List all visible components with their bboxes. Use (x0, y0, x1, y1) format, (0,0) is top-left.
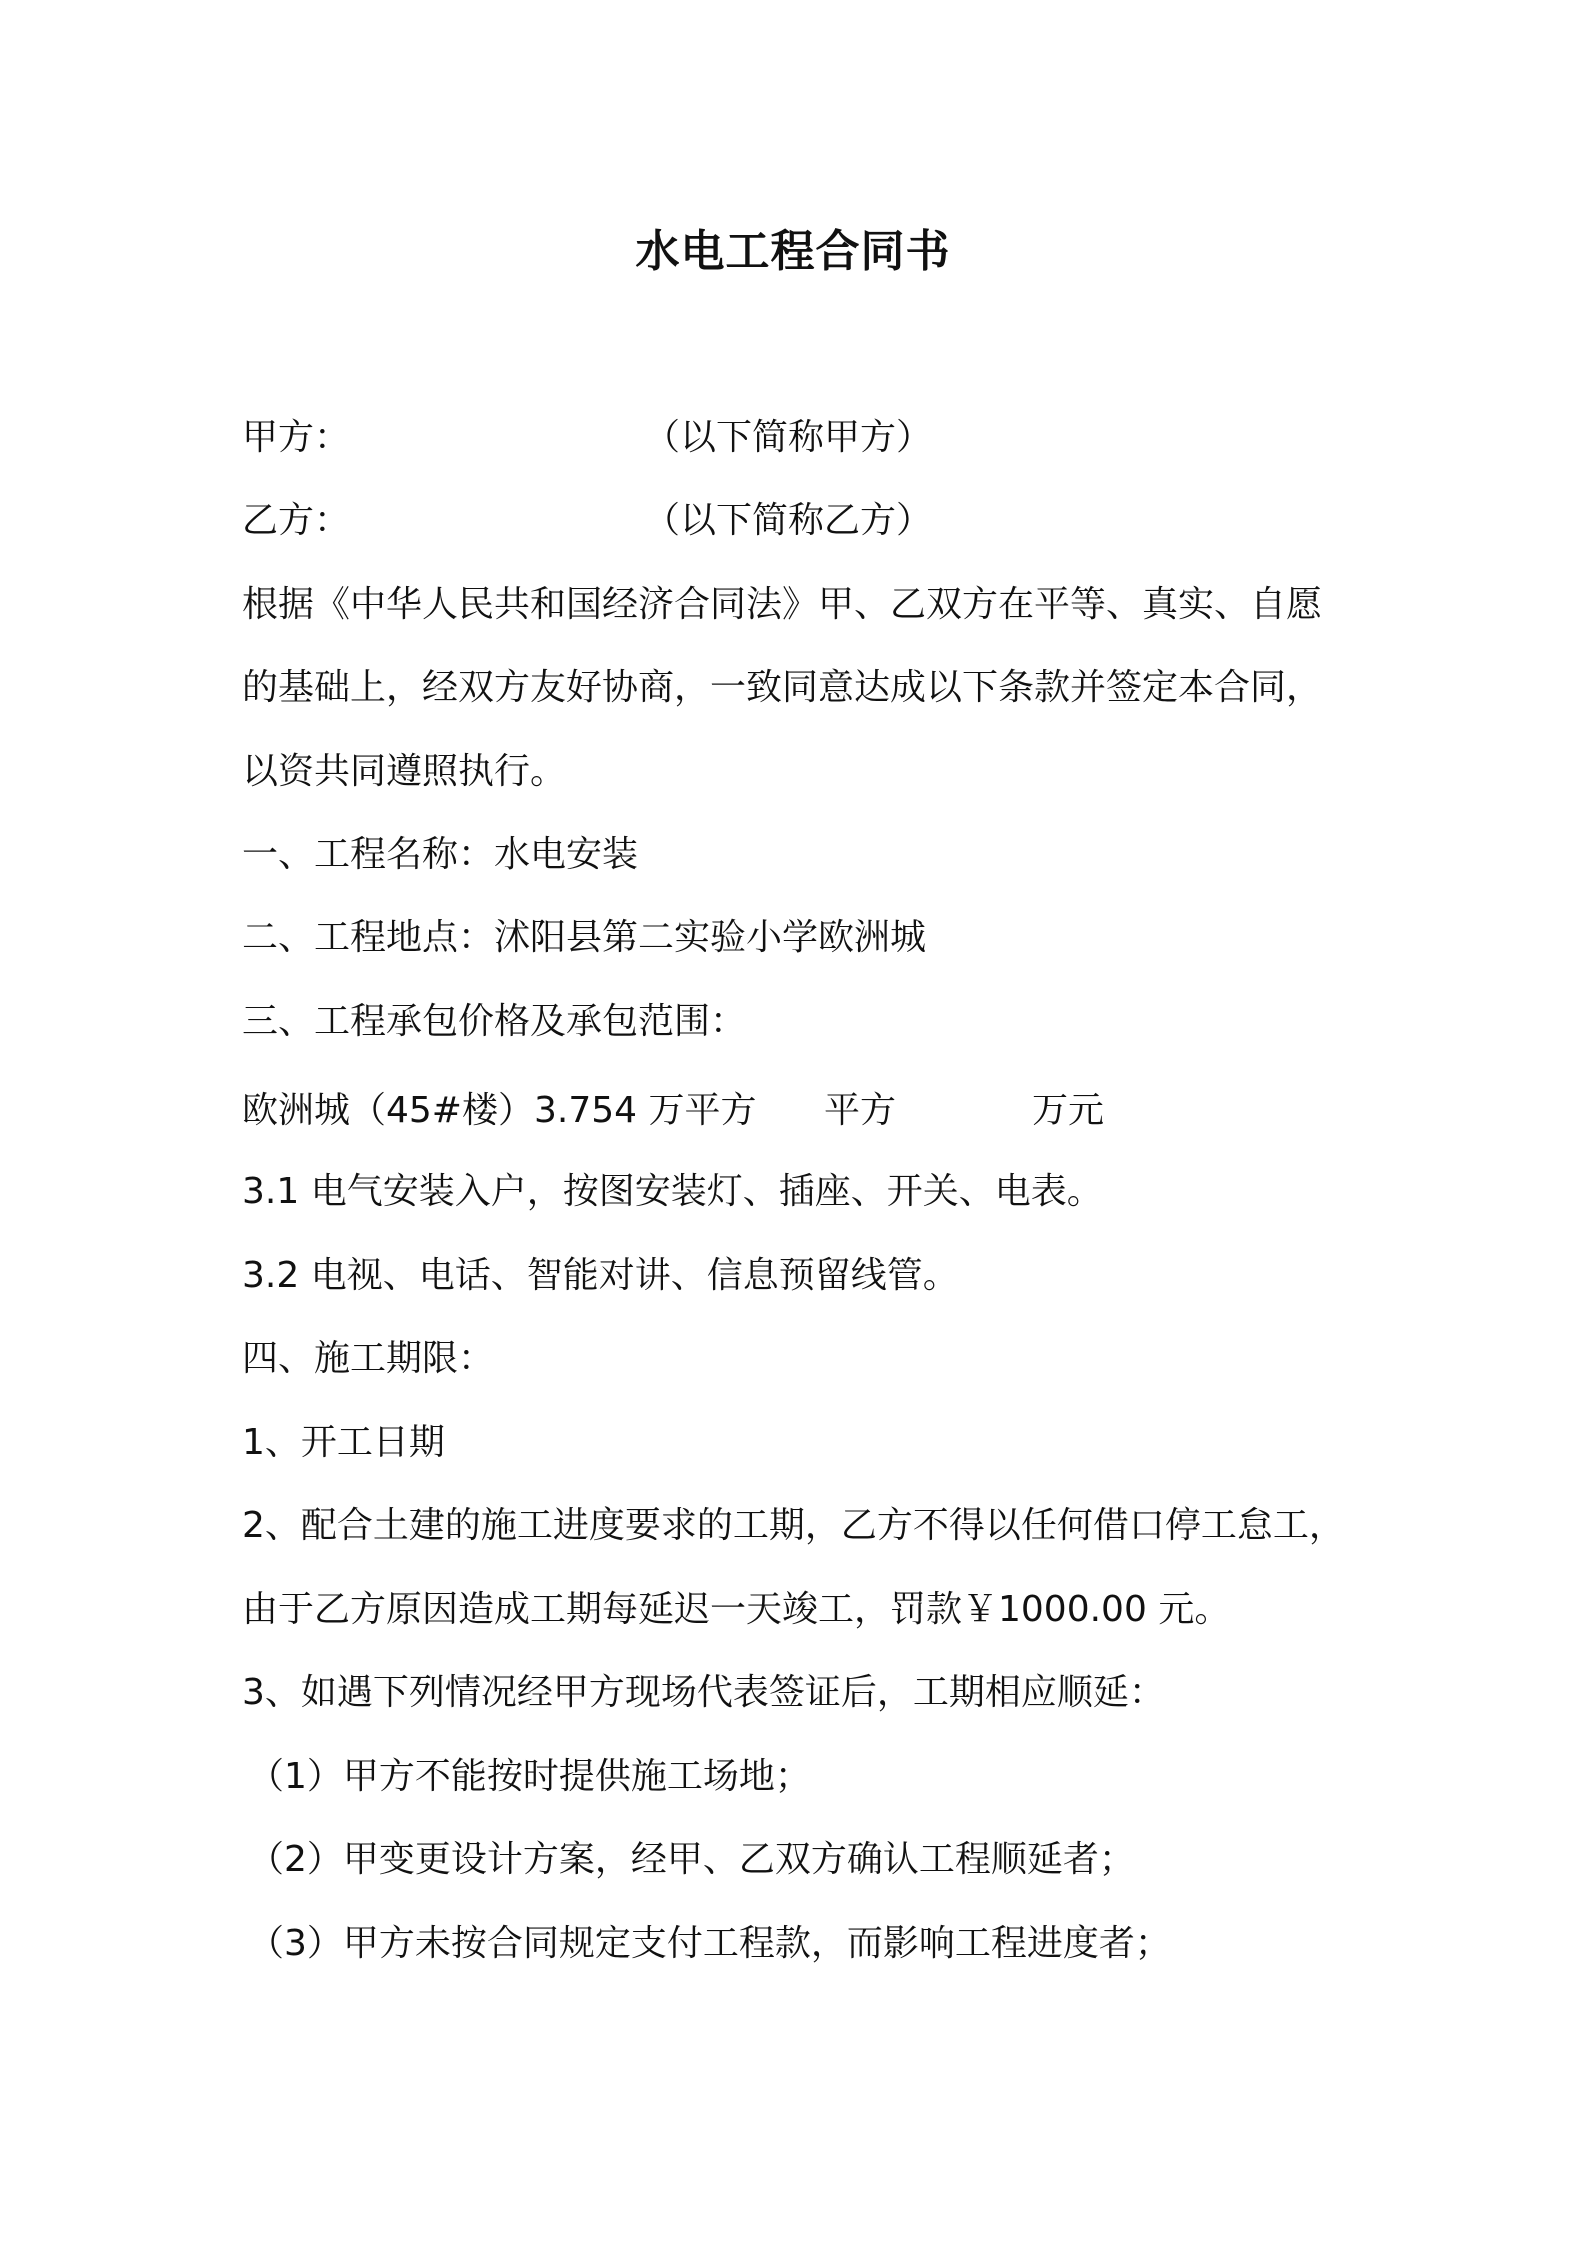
party-b-label: 乙方： (242, 500, 351, 541)
preamble-line-3: 以资共同遵照执行。 (242, 751, 567, 792)
section-project-location: 二、工程地点：沭阳县第二实验小学欧洲城 (242, 917, 927, 958)
section-construction-period: 四、施工期限： (242, 1338, 495, 1379)
party-a-label: 甲方： (242, 417, 351, 458)
price-unit-amount: 万元 (1032, 1090, 1105, 1131)
section-project-name: 一、工程名称：水电安装 (242, 834, 639, 875)
extension-case-2: （2）甲变更设计方案，经甲、乙双方确认工程顺延者； (248, 1839, 1135, 1880)
document-title: 水电工程合同书 (635, 226, 951, 277)
preamble-line-2: 的基础上，经双方友好协商，一致同意达成以下条款并签定本合同， (242, 667, 1323, 708)
section-price-scope: 三、工程承包价格及承包范围： (242, 1001, 747, 1042)
term-schedule-line-1: 2、配合土建的施工进度要求的工期，乙方不得以任何借口停工怠工， (242, 1505, 1345, 1546)
term-schedule-line-2: 由于乙方原因造成工期每延迟一天竣工，罚款￥1000.00 元。 (242, 1589, 1231, 1630)
scope-item-3-1: 3.1 电气安装入户，按图安装灯、插座、开关、电表。 (242, 1171, 1103, 1212)
price-building-area: 欧洲城（45#楼）3.754 万平方 (242, 1090, 757, 1131)
preamble-line-1: 根据《中华人民共和国经济合同法》甲、乙双方在平等、真实、自愿 (242, 584, 1323, 625)
scope-item-3-2: 3.2 电视、电话、智能对讲、信息预留线管。 (242, 1255, 959, 1296)
extension-case-3: （3）甲方未按合同规定支付工程款，而影响工程进度者； (248, 1923, 1171, 1964)
extension-case-1: （1）甲方不能按时提供施工场地； (248, 1756, 811, 1797)
party-a-note: （以下简称甲方） (644, 417, 933, 458)
term-start-date: 1、开工日期 (242, 1422, 445, 1463)
party-b-note: （以下简称乙方） (644, 500, 933, 541)
price-unit-area: 平方 (824, 1090, 897, 1131)
term-extension: 3、如遇下列情况经甲方现场代表签证后，工期相应顺延： (242, 1672, 1165, 1713)
